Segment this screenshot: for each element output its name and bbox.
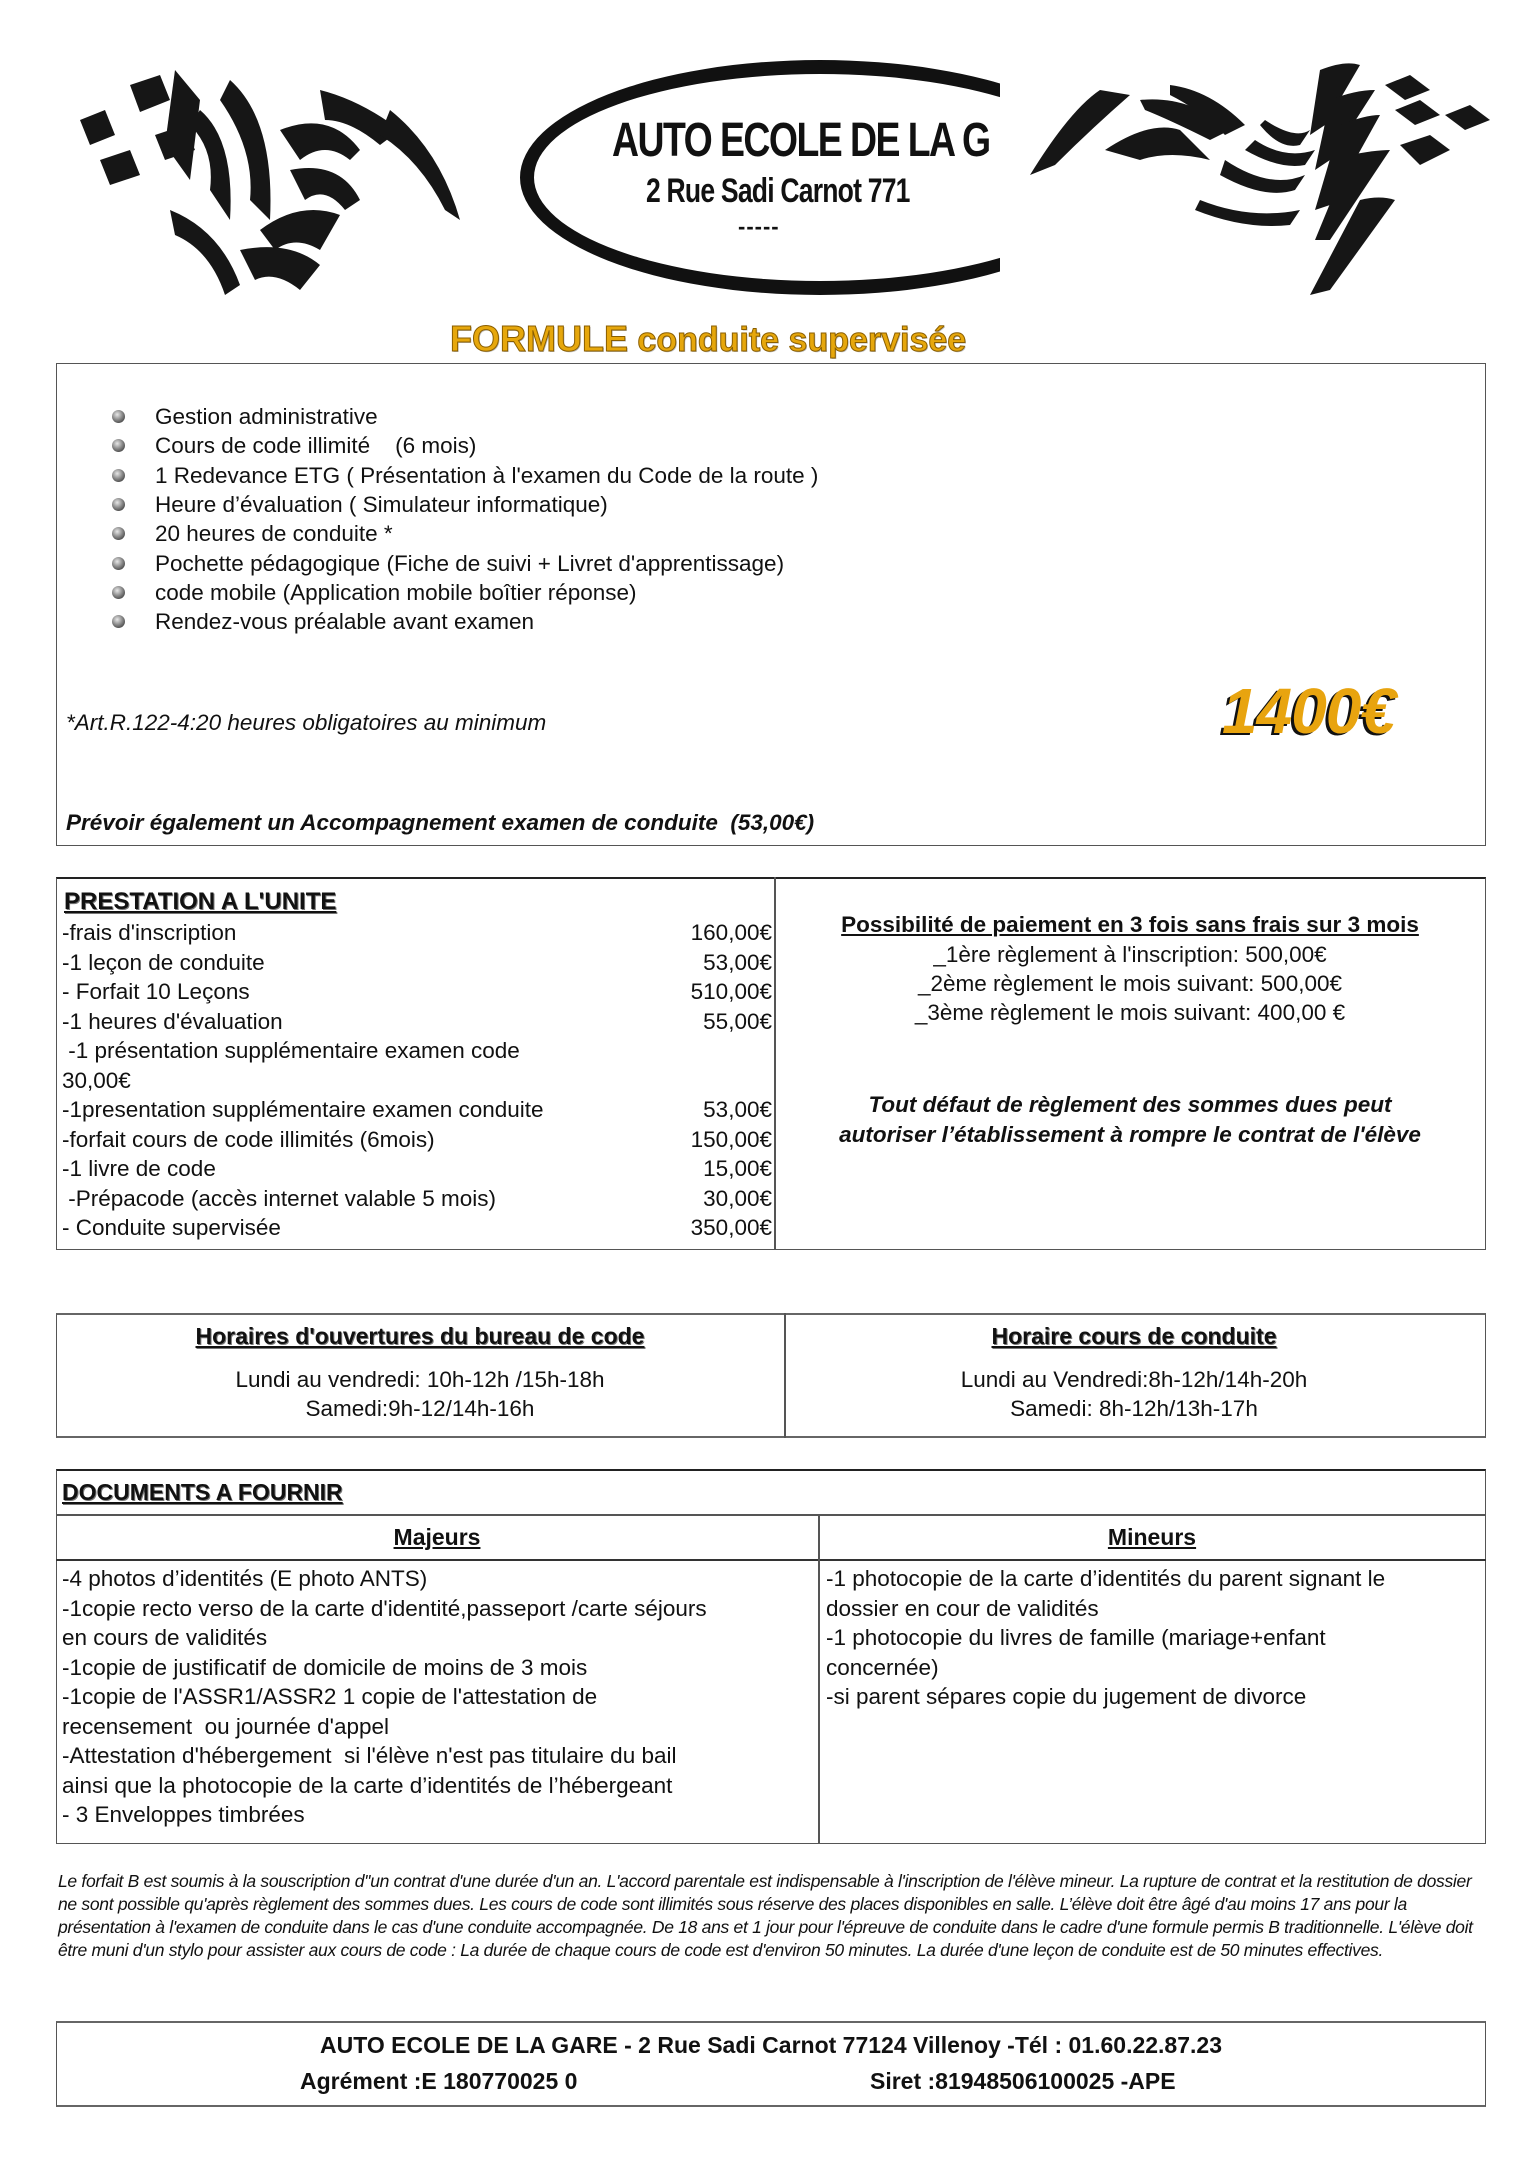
document-item: -1copie recto verso de la carte d'identité,passeport /carte séjours xyxy=(62,1595,707,1621)
document-item: - 3 Enveloppes timbrées xyxy=(62,1802,305,1827)
price-value: 160,00€ xyxy=(690,920,772,945)
price-row xyxy=(62,1184,772,1214)
prestations-title: PRESTATION A L'UNITE xyxy=(64,888,337,915)
bullet-icon xyxy=(112,439,125,452)
price-label: -1presentation supplémentaire examen conduite xyxy=(62,1097,544,1122)
table-divider xyxy=(56,1514,1486,1516)
price-label: - Conduite supervisée xyxy=(62,1215,281,1240)
list-item xyxy=(110,548,818,577)
list-item xyxy=(110,461,818,490)
footer-agrement: Agrément :E 180770025 0 xyxy=(300,2068,578,2094)
checkered-flag-left-icon xyxy=(60,50,530,310)
bullet-icon xyxy=(112,527,125,540)
price-value: 30,00€ xyxy=(703,1185,772,1211)
item-label: Rendez-vous préalable avant examen xyxy=(155,609,534,635)
price-value: 53,00€ xyxy=(703,949,772,975)
logo-dashes: ----- xyxy=(738,214,780,239)
list-item xyxy=(110,578,818,607)
item-label: Cours de code illimité (6 mois) xyxy=(155,433,477,459)
payment-title: Possibilité de paiement en 3 fois sans frais sur 3 mois xyxy=(841,912,1419,937)
formula-title xyxy=(450,318,966,360)
majeurs-heading: Majeurs xyxy=(393,1524,481,1550)
document-item: dossier en cour de validités xyxy=(826,1595,1099,1621)
item-label: Pochette pédagogique (Fiche de suivi + Livret d'apprentissage) xyxy=(155,550,785,576)
item-label: Gestion administrative xyxy=(155,404,378,430)
formula-items xyxy=(110,402,818,636)
document-item: recensement ou journée d'appel xyxy=(62,1713,390,1739)
price-value: 150,00€ xyxy=(690,1126,772,1152)
document-item: ainsi que la photocopie de la carte d’identités de l’hébergeant xyxy=(62,1772,673,1798)
price-row xyxy=(62,1095,772,1125)
formula-price: 1400€ xyxy=(1222,675,1395,747)
price-row xyxy=(62,1125,772,1155)
bullet-icon xyxy=(112,557,125,570)
price-label: -frais d'inscription xyxy=(62,920,237,945)
item-label: 20 heures de conduite * xyxy=(155,521,393,547)
legal-paragraph: Le forfait B est soumis à la souscription d''un contrat d'une durée d'un an. L'accord parentale est indispensable à l'inscription de l'élève mineur. La rupture de contrat et la restitution de dossier ne sont possible qu'après règlement des sommes dues. Les cours de code sont illimités sous réserve des places disponibles en salle. L’élève doit être âgé d'au moins 17 ans pour la présentation à l'examen de conduite dans le cas d'une conduite accompagnée. De 18 ans et 1 jour pour l'épreuve de conduite dans le cadre d'une formule permis B traditionnelle. L'élève doit être muni d'un stylo pour assister aux cours de code : La durée de chaque cours de code est d'environ 50 minutes. La durée d'une leçon de conduite est de 50 minutes effectives. xyxy=(58,1871,1473,1960)
document-item: -1 photocopie de la carte d’identités du parent signant le xyxy=(826,1566,1386,1591)
bullet-icon xyxy=(112,498,125,511)
logo-address: 2 Rue Sadi Carnot 771 xyxy=(646,172,910,210)
document-item: concernée) xyxy=(826,1654,939,1680)
extra-note: Prévoir également un Accompagnement examen de conduite (53,00€) xyxy=(66,810,815,835)
bullet-icon xyxy=(112,469,125,482)
driving-hours-title: Horaire cours de conduite xyxy=(991,1323,1277,1349)
price-label: -1 livre de code xyxy=(62,1156,216,1181)
mineurs-heading: Mineurs xyxy=(1107,1524,1197,1550)
price-row xyxy=(62,918,772,948)
mineurs-list xyxy=(826,1564,1481,1712)
price-row xyxy=(62,1213,772,1243)
bullet-icon xyxy=(112,586,125,599)
document-item: -1 photocopie du livres de famille (mariage+enfant xyxy=(826,1625,1326,1650)
price-label: -1 présentation supplémentaire examen code xyxy=(62,1038,520,1063)
driving-hours-line: Samedi: 8h-12h/13h-17h xyxy=(1010,1396,1258,1421)
price-value: 510,00€ xyxy=(690,979,772,1004)
payment-warning xyxy=(775,1090,1485,1150)
price-row xyxy=(62,948,772,978)
office-hours-line: Lundi au vendredi: 10h-12h /15h-18h xyxy=(235,1367,605,1392)
formula-title-prefix: FORMULE xyxy=(450,318,628,359)
price-value: 55,00€ xyxy=(703,1008,772,1034)
payment-line: _3ème règlement le mois suivant: 400,00 € xyxy=(914,1000,1346,1025)
price-label: -1 leçon de conduite xyxy=(62,949,265,975)
document-item: -1copie de l'ASSR1/ASSR2 1 copie de l'attestation de xyxy=(62,1684,598,1709)
price-value: 53,00€ xyxy=(703,1097,772,1122)
price-row xyxy=(62,977,772,1007)
price-row xyxy=(62,1007,772,1037)
bullet-icon xyxy=(112,615,125,628)
document-item: -4 photos d’identités (E photo ANTS) xyxy=(62,1566,428,1591)
list-item xyxy=(110,490,818,519)
majeurs-list xyxy=(62,1564,812,1830)
price-label: -forfait cours de code illimités (6mois) xyxy=(62,1126,435,1152)
logo-title: AUTO ECOLE DE LA G xyxy=(612,114,990,167)
price-label: -1 heures d'évaluation xyxy=(62,1008,283,1034)
document-item: -si parent sépares copie du jugement de divorce xyxy=(826,1684,1307,1709)
price-value: 15,00€ xyxy=(703,1156,772,1181)
price-row xyxy=(62,1036,772,1066)
price-label: 30,00€ xyxy=(62,1067,131,1093)
legal-note: *Art.R.122-4:20 heures obligatoires au minimum xyxy=(66,710,547,735)
office-hours-title: Horaires d'ouvertures du bureau de code xyxy=(195,1323,645,1349)
price-row xyxy=(62,1154,772,1184)
payment-line: _1ère règlement à l'inscription: 500,00€ xyxy=(933,942,1327,967)
bullet-icon xyxy=(112,410,125,423)
document-item: -1copie de justificatif de domicile de moins de 3 mois xyxy=(62,1654,588,1680)
price-row xyxy=(62,1066,772,1096)
documents-title: DOCUMENTS A FOURNIR xyxy=(62,1479,343,1505)
checkered-flag-right-icon xyxy=(1030,50,1520,300)
document-item: -Attestation d'hébergement si l'élève n'est pas titulaire du bail xyxy=(62,1743,677,1768)
document-item: en cours de validités xyxy=(62,1625,268,1650)
price-label: - Forfait 10 Leçons xyxy=(62,979,250,1004)
footer-siret: Siret :81948506100025 -APE xyxy=(870,2068,1176,2094)
price-value: 350,00€ xyxy=(690,1215,772,1240)
office-hours-line: Samedi:9h-12/14h-16h xyxy=(305,1396,535,1421)
payment-warning-line: Tout défaut de règlement des sommes dues peut xyxy=(868,1092,1392,1117)
list-item xyxy=(110,519,818,548)
column-divider xyxy=(818,1514,820,1844)
price-label: -Prépacode (accès internet valable 5 mois) xyxy=(62,1185,496,1211)
driving-hours-line: Lundi au Vendredi:8h-12h/14h-20h xyxy=(960,1367,1308,1392)
list-item xyxy=(110,402,818,431)
payment-warning-line: autoriser l’établissement à rompre le contrat de l'élève xyxy=(839,1122,1421,1147)
table-divider xyxy=(56,1559,1486,1561)
list-item xyxy=(110,607,818,636)
list-item xyxy=(110,431,818,460)
payment-line: _2ème règlement le mois suivant: 500,00€ xyxy=(918,971,1342,996)
prestations-list xyxy=(62,918,772,1243)
item-label: code mobile (Application mobile boîtier réponse) xyxy=(155,579,637,605)
item-label: Heure d’évaluation ( Simulateur informatique) xyxy=(155,492,608,518)
formula-title-rest: conduite supervisée xyxy=(627,321,967,359)
item-label: 1 Redevance ETG ( Présentation à l'examen du Code de la route ) xyxy=(155,462,819,488)
footer-address: AUTO ECOLE DE LA GARE - 2 Rue Sadi Carnot 77124 Villenoy -Tél : 01.60.22.87.23 xyxy=(320,2032,1222,2058)
